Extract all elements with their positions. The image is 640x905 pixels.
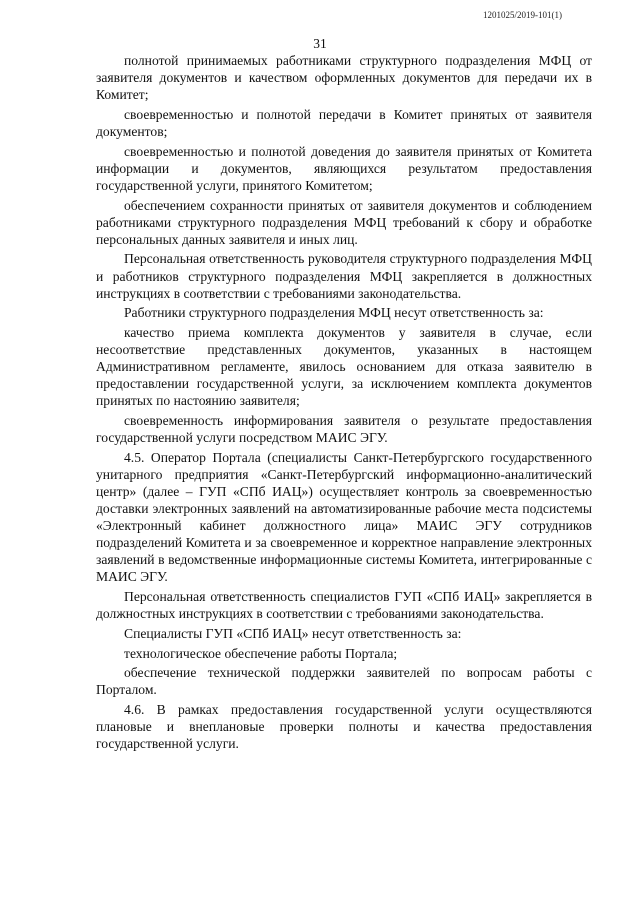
paragraph: своевременность информирования заявителя о результате предоставления государственной услуги посредством МАИС ЭГУ. <box>96 413 592 446</box>
document-body <box>96 52 592 755</box>
paragraph: технологическое обеспечение работы Портала; <box>124 645 398 661</box>
paragraph: Работники структурного подразделения МФЦ несут ответственность за: <box>124 305 544 321</box>
paragraph: 4.6. В рамках предоставления государственной услуги осуществляются плановые и внеплановые проверки полноты и качества предоставления государственной услуги. <box>96 702 592 752</box>
paragraph: обеспечение технической поддержки заявителей по вопросам работы с Порталом. <box>96 665 592 698</box>
paragraph: полнотой принимаемых работниками структурного подразделения МФЦ от заявителя документов и качеством оформленных документов для передачи их в Комитет; <box>96 53 592 103</box>
paragraph: обеспечением сохранности принятых от заявителя документов и соблюдением работниками структурного подразделения МФЦ требований к сбору и обработке персональных данных заявителя и иных лиц. <box>96 197 592 247</box>
paragraph: качество приема комплекта документов у заявителя в случае, если несоответствие представленных документов, указанных в настоящем Административном регламенте, явилось основанием для отказа заявителю в предоставлении государственной услуги, за исключением комплекта документов принятых по настоянию заявителя; <box>96 324 592 409</box>
paragraph: Специалисты ГУП «СПб ИАЦ» несут ответственность за: <box>124 625 462 641</box>
document-id: 1201025/2019-101(1) <box>483 10 562 20</box>
paragraph: Персональная ответственность специалистов ГУП «СПб ИАЦ» закрепляется в должностных инструкциях в соответствии с требованиями законодательства. <box>96 589 592 622</box>
paragraph: своевременностью и полнотой передачи в Комитет принятых от заявителя документов; <box>96 106 592 139</box>
page-number: 31 <box>313 36 327 51</box>
paragraph: 4.5. Оператор Портала (специалисты Санкт-Петербургского государственного унитарного предприятия «Санкт-Петербургский информационно-аналитический центр» (далее – ГУП «СПб ИАЦ») осуществляет контроль за своевременностью доставки электронных заявлений на автоматизированные рабочие места подсистемы «Электронный кабинет должностного лица» МАИС ЭГУ сотрудников подразделений Комитета и за своевременное и корректное направление электронных заявлений в ведомственные информационные системы Комитета, интегрированные с МАИС ЭГУ. <box>96 449 592 585</box>
paragraph: своевременностью и полнотой доведения до заявителя принятых от Комитета информации и документов, являющихся результатом предоставления государственной услуги, принятого Комитетом; <box>96 143 592 193</box>
paragraph: Персональная ответственность руководителя структурного подразделения МФЦ и работников структурного подразделения МФЦ закрепляется в должностных инструкциях в соответствии с требованиями законодательства. <box>96 251 592 301</box>
